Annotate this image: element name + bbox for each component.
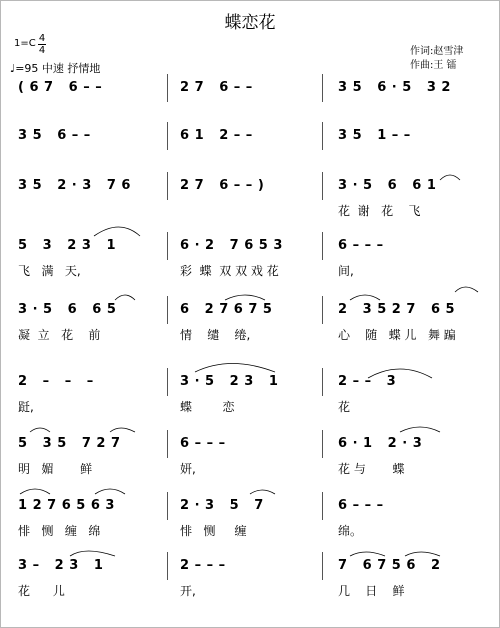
page-title: 蝶恋花 (224, 13, 276, 33)
lyric-line: 花 儿 (18, 584, 65, 598)
measure-notes: 6 · 1 2 · 3 (338, 436, 423, 451)
measure-notes: 3 · 5 6 6 1 (338, 178, 437, 193)
lyric-line: 彩 蝶 双 双 戏 花 (180, 264, 279, 278)
measure-notes: 2 · 3 5 7 (180, 498, 264, 513)
measure-notes: 5 3 2 3 1 (18, 238, 116, 253)
measure-notes: 2 7 6 – – (180, 80, 253, 95)
measure-notes: 3 5 1 – – (338, 128, 411, 143)
measure-notes: 3 · 5 2 3 1 (180, 374, 279, 389)
measure-notes: 6 – – – (338, 498, 384, 513)
measure-notes: 5 3 5 7 2 7 (18, 436, 121, 451)
lyric-line: 凝 立 花 前 (18, 328, 101, 342)
lyric-line: 蝶 恋 (180, 400, 235, 414)
lyric-line: 跹, (18, 400, 34, 414)
lyric-line: 心 随 蝶 儿 舞 蹁 (338, 328, 456, 342)
lyric-line: 情 缱 绻, (180, 328, 251, 342)
time-signature-top: 4 (38, 33, 46, 44)
measure-notes: 2 – – – (18, 374, 94, 389)
measure-notes: 2 3 5 2 7 6 5 (338, 302, 456, 317)
measure-notes: 2 – – 3 (338, 374, 397, 389)
lyric-line: 花 与 蝶 (338, 462, 405, 476)
lyric-line: 妍, (180, 462, 196, 476)
measure-notes: 7 6 7 5 6 2 (338, 558, 441, 573)
time-signature-bottom: 4 (38, 45, 46, 56)
measure-notes: 2 7 6 – – ) (180, 178, 265, 193)
lyric-line: 明 媚 鲜 (18, 462, 93, 476)
measure-notes: 3 – 2 3 1 (18, 558, 104, 573)
lyricist-credit: 作词:赵雪津 (410, 46, 464, 57)
key-signature: 1=C (14, 38, 36, 49)
measure-notes: 3 · 5 6 6 5 (18, 302, 117, 317)
measure-notes: 6 · 2 7 6 5 3 (180, 238, 283, 253)
lyric-line: 开, (180, 584, 196, 598)
measure-notes: 6 – – – (338, 238, 384, 253)
measure-notes: 6 2 7 6 7 5 (180, 302, 273, 317)
lyric-line: 悱 恻 缠 (180, 524, 247, 538)
lyric-line: 悱 恻 缠 绵 (18, 524, 101, 538)
quarter-note-icon: ♩ (10, 62, 16, 75)
lyric-line: 飞 满 天, (18, 264, 81, 278)
measure-notes: 6 1 2 – – (180, 128, 253, 143)
measure-notes: 3 5 6 · 5 3 2 (338, 80, 451, 95)
measure-notes: 3 5 6 – – (18, 128, 91, 143)
measure-notes: 3 5 2 · 3 7 6 (18, 178, 131, 193)
tempo-text: =95 中速 抒情地 (15, 62, 101, 75)
lyric-line: 间, (338, 264, 354, 278)
lyric-line: 绵。 (338, 524, 363, 538)
lyric-line: 花 谢 花 飞 (338, 204, 421, 218)
measure-notes: 6 – – – (180, 436, 226, 451)
measure-notes: 1 2 7 6 5 6 3 (18, 498, 115, 513)
measure-notes: 2 – – – (180, 558, 226, 573)
composer-credit: 作曲:王 镭 (410, 60, 457, 71)
lyric-line: 花 (338, 400, 351, 414)
lyric-line: 几 日 鲜 (338, 584, 405, 598)
measure-notes: ( 6 7 6 – – (18, 80, 103, 95)
